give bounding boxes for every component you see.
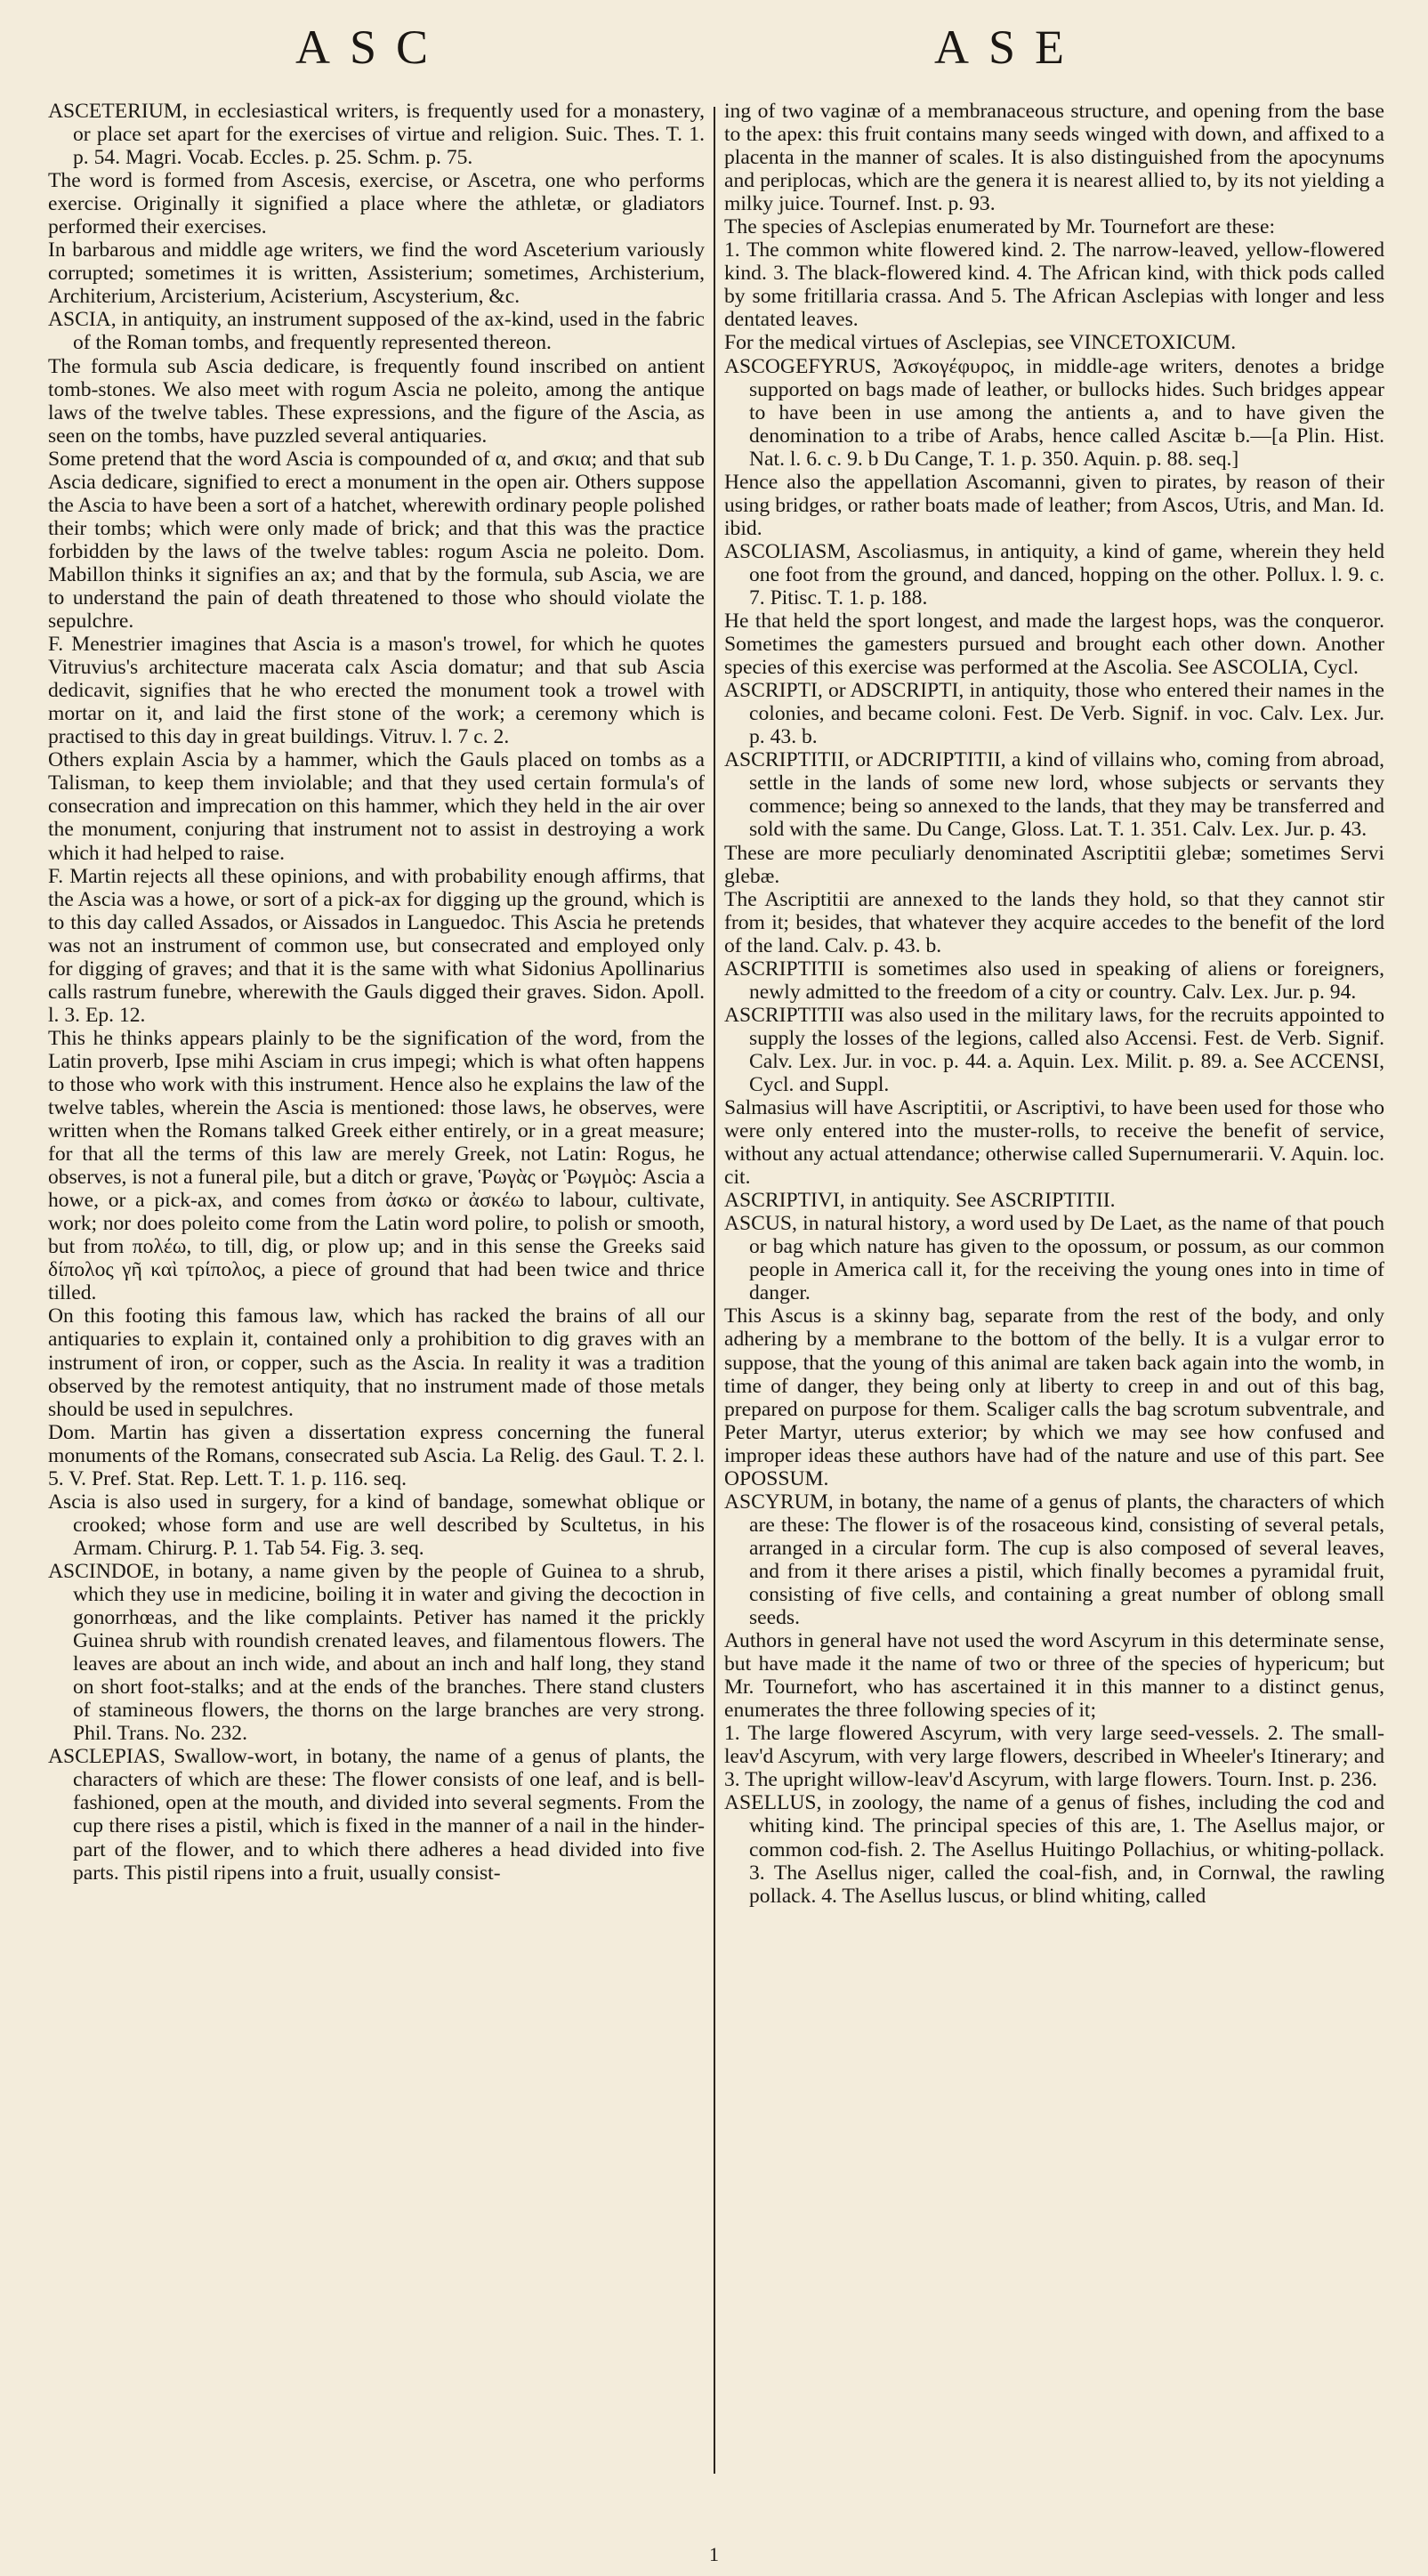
paragraph: F. Menestrier imagines that Ascia is a mason's trowel, for which he quotes Vitruvius's architecture macerata calx Ascia domatur; and that sub Ascia dedicavit, signifies that he who erected the monument took a trowel with mortar on it, and laid the first stone of the work; a ceremony which is practised to this day in great buildings. Vitruv. l. 7 c. 2. bbox=[48, 633, 705, 749]
entry-ascoliasm: ASCOLIASM, Ascoliasmus, in antiquity, a kind of game, wherein they held one foot from the ground, and danced, hopping on the other. Pollux. l. 9. c. 7. Pitisc. T. 1. p. 188. bbox=[724, 539, 1384, 610]
paragraph: F. Martin rejects all these opinions, and with probability enough affirms, that the Ascia was a howe, or sort of a pick-ax for digging up the ground, which is to this day called Assados, or Aissados in Languedoc. This Ascia he pretends was not an instrument of common use, but consecrated and employed only for digging of graves; and that it is the same with what Sidonius Apollinarius calls rastrum funebre, wherewith the Gauls digged their graves. Sidon. Apoll. l. 3. Ep. 12. bbox=[48, 864, 705, 1027]
entry-ascriptitii: ASCRIPTITII, or ADCRIPTITII, a kind of villains who, coming from abroad, settle in the lands of some new lord, whose subjects or servants they commence; being so annexed to the lands, that they may be transferred and sold with the same. Du Cange, Gloss. Lat. T. 1. 351. Calv. Lex. Jur. p. 43. bbox=[724, 748, 1384, 842]
entry-asclepias: ASCLEPIAS, Swallow-wort, in botany, the name of a genus of plants, the characters of which are these: The flower consists of one leaf, and is bell-fashioned, open at the mouth, and divided into several segments. From the cup there rises a pistil, which is fixed in the manner of a nail in the hinder-part of the flower, and to which there adheres a head divided into five parts. This pistil ripens into a fruit, usually consist- bbox=[48, 1745, 705, 1885]
entry-ascindoe: ASCINDOE, in botany, a name given by the people of Guinea to a shrub, which they use in medicine, boiling it in water and giving the decoction in gonorrhœas, and the like complaints. Petiver has named it the prickly Guinea shrub with roundish crenated leaves, and filamentous flowers. The leaves are about an inch wide, and about an inch and half long, they stand on short foot-stalks; and at the ends of the branches. There stand clusters of stamineous flowers, the thorns on the large branches are very strong. Phil. Trans. No. 232. bbox=[48, 1559, 705, 1746]
paragraph: In barbarous and middle age writers, we find the word Asceterium variously corrupted; sometimes it is written, Assisterium; sometimes, Archisterium, Architerium, Arcisterium, Acisterium, Ascysterium, &c. bbox=[48, 238, 705, 309]
paragraph: Others explain Ascia by a hammer, which the Gauls placed on tombs as a Talisman, to keep them inviolable; and that they used certain formula's of consecration and imprecation on this hammer, which they held in the air over the monument, conjuring that instrument not to assist in destroying a work which it had helped to raise. bbox=[48, 748, 705, 865]
entry-ascia-surgery: Ascia is also used in surgery, for a kind of bandage, somewhat oblique or crooked; whose form and use are well described by Scultetus, in his Armam. Chirurg. P. 1. Tab 54. Fig. 3. seq. bbox=[48, 1490, 705, 1560]
paragraph: These are more peculiarly denominated Ascriptitii glebæ; sometimes Servi glebæ. bbox=[724, 841, 1384, 888]
paragraph: The Ascriptitii are annexed to the lands they hold, so that they cannot stir from it; besides, that whatever they acquire accedes to the benefit of the lord of the land. Calv. p. 43. b. bbox=[724, 887, 1384, 957]
paragraph: This he thinks appears plainly to be the signification of the word, from the Latin proverb, Ipse mihi Asciam in crus impegi; which is what often happens to those who work with this instrument. Hence also he explains the law of the twelve tables, wherein the Ascia is mentioned: those laws, he observes, were written when the Romans talked Greek either entirely, or in a great measure; for that all the terms of this law are merely Greek, not Latin: Rogus, he observes, is not a funeral pile, but a ditch or grave, Ῥωγὰς or Ῥωγμὸς: Ascia a howe, or a pick-ax, and comes from ἀσκω or ἀσκέω to labour, cultivate, work; nor does poleito come from the Latin word polire, to polish or smooth, but from πολέω, to till, dig, or plow up; and in this sense the Greeks said δίπολος γῆ καὶ τρίπολος, a piece of ground that had been twice and thrice tilled. bbox=[48, 1026, 705, 1305]
header-left: ASC bbox=[295, 20, 448, 74]
paragraph: ing of two vaginæ of a membranaceous structure, and opening from the base to the apex: this fruit contains many seeds winged with down, and affixed to a placenta in the manner of scales. It is also distinguished from the apocynums and periplocas, which are the genera it is nearest allied to, by its not yielding a milky juice. Tournef. Inst. p. 93. bbox=[724, 100, 1384, 216]
right-column bbox=[724, 100, 1384, 2529]
entry-ascyrum: ASCYRUM, in botany, the name of a genus of plants, the characters of which are these: The flower is of the rosaceous kind, consisting of several petals, arranged in a circular form. The cup is also composed of several leaves, and from it there arises a pistil, which finally becomes a pyramidal fruit, consisting of five cells, and containing a great number of oblong small seeds. bbox=[724, 1490, 1384, 1630]
paragraph: On this footing this famous law, which has racked the brains of all our antiquaries to explain it, contained only a prohibition to dig graves with an instrument of iron, or copper, such as the Ascia. In reality it was a tradition observed by the remotest antiquity, that no instrument made of those metals should be used in sepulchres. bbox=[48, 1304, 705, 1421]
paragraph: Hence also the appellation Ascomanni, given to pirates, by reason of their using bridges, or rather boats made of leather; from Ascos, Utris, and Man. Id. ibid. bbox=[724, 470, 1384, 540]
left-column bbox=[48, 100, 705, 2529]
paragraph: He that held the sport longest, and made the largest hops, was the conqueror. Sometimes the gamesters pursued and brought each other down. Another species of this exercise was performed at the Ascolia. See ASCOLIA, Cycl. bbox=[724, 610, 1384, 680]
paragraph: The formula sub Ascia dedicare, is frequently found inscribed on antient tomb-stones. We also meet with rogum Ascia ne poleito, among the antique laws of the twelve tables. These expressions, and the figure of the Ascia, as seen on the tombs, have puzzled several antiquaries. bbox=[48, 354, 705, 448]
entry-ascriptivi: ASCRIPTIVI, in antiquity. See ASCRIPTITII. bbox=[724, 1189, 1116, 1213]
header-right: ASE bbox=[934, 20, 1085, 74]
entry-ascriptitii-military: ASCRIPTITII was also used in the military laws, for the recruits appointed to supply the losses of the legions, called also Accensi. Fest. de Verb. Signif. Calv. Lex. Jur. in voc. p. 44. a. Aquin. Lex. Milit. p. 89. a. See ACCENSI, Cycl. and Suppl. bbox=[724, 1003, 1384, 1096]
page-number: 1 bbox=[709, 2543, 719, 2565]
entry-ascogefyrus: ASCOGEFYRUS, Ἀσκογέφυρος, in middle-age writers, denotes a bridge supported on bags made of leather, or bullocks hides. Such bridges appear to have been in use among the antients a, and to have given the denomination to a tribe of Arabs, hence called Ascitæ b.—[a Plin. Hist. Nat. l. 6. c. 9. b Du Cange, T. 1. p. 350. Aquin. p. 88. seq.] bbox=[724, 354, 1384, 471]
entry-ascripti: ASCRIPTI, or ADSCRIPTI, in antiquity, those who entered their names in the colonies, and became coloni. Fest. De Verb. Signif. in voc. Calv. Lex. Jur. p. 43. b. bbox=[724, 679, 1384, 749]
entry-ascia: ASCIA, in antiquity, an instrument supposed of the ax-kind, used in the fabric of the Roman tombs, and frequently represented thereon. bbox=[48, 308, 705, 355]
entry-asellus: ASELLUS, in zoology, the name of a genus of fishes, including the cod and whiting kind. The principal species of this are, 1. The Asellus major, or common cod-fish. 2. The Asellus Huitingo Pollachius, or whiting-pollack. 3. The Asellus niger, called the coal-fish, and, in Cornwal, the rawling pollack. 4. The Asellus luscus, or blind whiting, called bbox=[724, 1791, 1384, 1908]
paragraph: 1. The common white flowered kind. 2. The narrow-leaved, yellow-flowered kind. 3. The black-flowered kind. 4. The African kind, with thick pods called by some fritillaria crassa. And 5. The African Asclepias with longer and less dentated leaves. bbox=[724, 238, 1384, 332]
running-header bbox=[0, 20, 1428, 82]
paragraph: For the medical virtues of Asclepias, see VINCETOXICUM. bbox=[724, 331, 1237, 355]
paragraph: This Ascus is a skinny bag, separate from the rest of the body, and only adhering by a membrane to the bottom of the belly. It is a vulgar error to suppose, that the young of this animal are taken back again into the womb, in time of danger, they being only at liberty to creep in and out of this bag, prepared on purpose for them. Scaliger calls the bag scrotum subventrale, and Peter Martyr, uterus exterior; by which we may see how confused and improper ideas these authors have had of the nature and use of this part. See OPOSSUM. bbox=[724, 1304, 1384, 1490]
column-divider bbox=[714, 107, 715, 2474]
paragraph: The word is formed from Ascesis, exercise, or Ascetra, one who performs exercise. Originally it signified a place where the athletæ, or gladiators performed their exercises. bbox=[48, 169, 705, 239]
paragraph: Authors in general have not used the word Ascyrum in this determinate sense, but have made it the name of two or three of the species of hypericum; but Mr. Tournefort, who has ascertained it in this manner to a distinct genus, enumerates the three following species of it; bbox=[724, 1629, 1384, 1723]
paragraph: Dom. Martin has given a dissertation express concerning the funeral monuments of the Romans, consecrated sub Ascia. La Relig. des Gaul. T. 2. l. 5. V. Pref. Stat. Rep. Lett. T. 1. p. 116. seq. bbox=[48, 1420, 705, 1490]
paragraph: Salmasius will have Ascriptitii, or Ascriptivi, to have been used for those who were only entered into the muster-rolls, to receive the benefit of service, without any actual attendance; otherwise called Supernumerarii. V. Aquin. loc. cit. bbox=[724, 1096, 1384, 1190]
entry-ascriptitii-aliens: ASCRIPTITII is sometimes also used in speaking of aliens or foreigners, newly admitted to the freedom of a city or country. Calv. Lex. Jur. p. 94. bbox=[724, 957, 1384, 1004]
paragraph: Some pretend that the word Ascia is compounded of α, and σκια; and that sub Ascia dedicare, signified to erect a monument in the open air. Others suppose the Ascia to have been a sort of a hatchet, wherewith ordinary people polished their tombs; which were only made of brick; and that this was the practice forbidden by the laws of the twelve tables: rogum Ascia ne poleito. Dom. Mabillon thinks it signifies an ax; and that by the formula, sub Ascia, we are to understand the pain of death threatened to those who should violate the sepulchre. bbox=[48, 447, 705, 634]
entry-ascus: ASCUS, in natural history, a word used by De Laet, as the name of that pouch or bag which nature has given to the opossum, or possum, as our common people in America call it, for the receiving the young ones into in time of danger. bbox=[724, 1212, 1384, 1305]
paragraph: 1. The large flowered Ascyrum, with very large seed-vessels. 2. The small-leav'd Ascyrum, with very large flowers, described in Wheeler's Itinerary; and 3. The upright willow-leav'd Ascyrum, with large flowers. Tourn. Inst. p. 236. bbox=[724, 1722, 1384, 1792]
entry-asceterium: ASCETERIUM, in ecclesiastical writers, is frequently used for a monastery, or place set apart for the exercises of virtue and religion. Suic. Thes. T. 1. p. 54. Magri. Vocab. Eccles. p. 25. Schm. p. 75. bbox=[48, 100, 705, 170]
paragraph: The species of Asclepias enumerated by Mr. Tournefort are these: bbox=[724, 215, 1276, 239]
